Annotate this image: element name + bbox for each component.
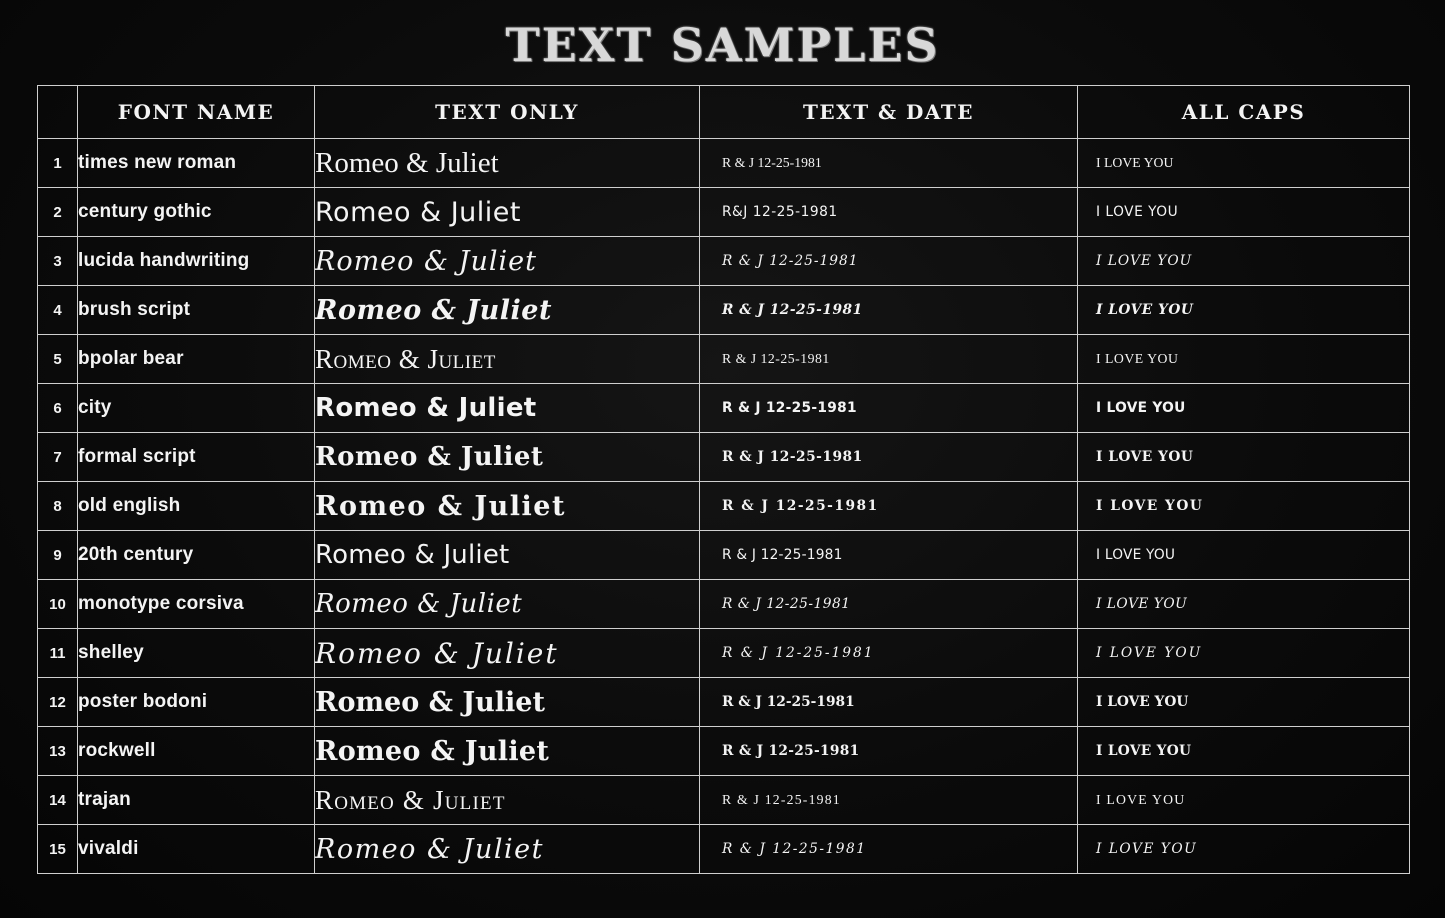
sample-all-caps: I LOVE YOU bbox=[1078, 482, 1410, 531]
sample-text-and-date: R & J 12-25-1981 bbox=[700, 286, 1078, 335]
sample-all-caps: I LOVE YOU bbox=[1078, 433, 1410, 482]
column-header-text-and-date: TEXT & DATE bbox=[700, 86, 1078, 139]
table-row bbox=[38, 531, 1410, 580]
font-name-cell: times new roman bbox=[78, 139, 315, 188]
table-row bbox=[38, 433, 1410, 482]
sample-text-only: Romeo & Juliet bbox=[315, 825, 700, 874]
table-row bbox=[38, 335, 1410, 384]
sample-text-and-date: R & J 12-25-1981 bbox=[700, 384, 1078, 433]
sample-text-only: Romeo & Juliet bbox=[315, 139, 700, 188]
row-index: 14 bbox=[38, 776, 78, 825]
row-index: 4 bbox=[38, 286, 78, 335]
row-index: 13 bbox=[38, 727, 78, 776]
sample-text-only: Romeo & Juliet bbox=[315, 580, 700, 629]
sample-all-caps: I LOVE YOU bbox=[1078, 678, 1410, 727]
font-name-cell: formal script bbox=[78, 433, 315, 482]
table-row bbox=[38, 580, 1410, 629]
sample-text-and-date: R & J 12-25-1981 bbox=[700, 335, 1078, 384]
font-name-cell: monotype corsiva bbox=[78, 580, 315, 629]
sample-text-only: Romeo & Juliet bbox=[315, 678, 700, 727]
sample-all-caps: I LOVE YOU bbox=[1078, 286, 1410, 335]
sample-all-caps: I LOVE YOU bbox=[1078, 825, 1410, 874]
sample-all-caps: I LOVE YOU bbox=[1078, 188, 1410, 237]
row-index: 11 bbox=[38, 629, 78, 678]
column-header-text-only: TEXT ONLY bbox=[315, 86, 700, 139]
sample-text-and-date: R & J 12-25-1981 bbox=[700, 678, 1078, 727]
font-name-cell: vivaldi bbox=[78, 825, 315, 874]
font-name-cell: trajan bbox=[78, 776, 315, 825]
font-name-cell: brush script bbox=[78, 286, 315, 335]
sample-text-and-date: R & J 12-25-1981 bbox=[700, 139, 1078, 188]
row-index: 9 bbox=[38, 531, 78, 580]
column-header-index bbox=[38, 86, 78, 139]
sample-text-and-date: R & J 12-25-1981 bbox=[700, 825, 1078, 874]
table-row bbox=[38, 139, 1410, 188]
table-header-row bbox=[38, 86, 1410, 139]
sample-text-and-date: R & J 12-25-1981 bbox=[700, 776, 1078, 825]
row-index: 1 bbox=[38, 139, 78, 188]
row-index: 15 bbox=[38, 825, 78, 874]
sample-text-only: Romeo & Juliet bbox=[315, 776, 700, 825]
row-index: 5 bbox=[38, 335, 78, 384]
sample-all-caps: I LOVE YOU bbox=[1078, 335, 1410, 384]
font-name-cell: shelley bbox=[78, 629, 315, 678]
font-name-cell: 20th century bbox=[78, 531, 315, 580]
sample-text-only: Romeo & Juliet bbox=[315, 433, 700, 482]
table-row bbox=[38, 776, 1410, 825]
sample-text-and-date: R & J 12-25-1981 bbox=[700, 433, 1078, 482]
sample-all-caps: I LOVE YOU bbox=[1078, 727, 1410, 776]
sample-text-only: Romeo & Juliet bbox=[315, 286, 700, 335]
sample-text-and-date: R & J 12-25-1981 bbox=[700, 727, 1078, 776]
sample-text-and-date: R & J 12-25-1981 bbox=[700, 629, 1078, 678]
sample-text-and-date: R & J 12-25-1981 bbox=[700, 531, 1078, 580]
sample-text-and-date: R & J 12-25-1981 bbox=[700, 482, 1078, 531]
table-row bbox=[38, 678, 1410, 727]
sample-text-only: Romeo & Juliet bbox=[315, 237, 700, 286]
row-index: 7 bbox=[38, 433, 78, 482]
row-index: 12 bbox=[38, 678, 78, 727]
row-index: 2 bbox=[38, 188, 78, 237]
sample-text-and-date: R&J 12-25-1981 bbox=[700, 188, 1078, 237]
sample-all-caps: I LOVE YOU bbox=[1078, 139, 1410, 188]
font-name-cell: rockwell bbox=[78, 727, 315, 776]
sample-text-only: Romeo & Juliet bbox=[315, 188, 700, 237]
page-title: TEXT SAMPLES bbox=[505, 18, 940, 72]
sample-text-only: Romeo & Juliet bbox=[315, 531, 700, 580]
table-row bbox=[38, 629, 1410, 678]
table-body bbox=[38, 139, 1410, 874]
table-row bbox=[38, 286, 1410, 335]
column-header-all-caps: ALL CAPS bbox=[1078, 86, 1410, 139]
table-row bbox=[38, 237, 1410, 286]
table-row bbox=[38, 384, 1410, 433]
row-index: 6 bbox=[38, 384, 78, 433]
table-row bbox=[38, 482, 1410, 531]
sample-all-caps: I LOVE YOU bbox=[1078, 237, 1410, 286]
sample-text-only: Romeo & Juliet bbox=[315, 482, 700, 531]
sample-all-caps: I LOVE YOU bbox=[1078, 531, 1410, 580]
row-index: 3 bbox=[38, 237, 78, 286]
row-index: 10 bbox=[38, 580, 78, 629]
sample-text-and-date: R & J 12-25-1981 bbox=[700, 580, 1078, 629]
sample-all-caps: I LOVE YOU bbox=[1078, 580, 1410, 629]
sample-text-only: Romeo & Juliet bbox=[315, 335, 700, 384]
table-row bbox=[38, 188, 1410, 237]
column-header-font-name: FONT NAME bbox=[78, 86, 315, 139]
font-name-cell: lucida handwriting bbox=[78, 237, 315, 286]
font-name-cell: city bbox=[78, 384, 315, 433]
sample-text-only: Romeo & Juliet bbox=[315, 727, 700, 776]
sample-text-only: Romeo & Juliet bbox=[315, 384, 700, 433]
sample-text-and-date: R & J 12-25-1981 bbox=[700, 237, 1078, 286]
sample-all-caps: I LOVE YOU bbox=[1078, 629, 1410, 678]
font-name-cell: century gothic bbox=[78, 188, 315, 237]
sample-text-only: Romeo & Juliet bbox=[315, 629, 700, 678]
sample-all-caps: I LOVE YOU bbox=[1078, 384, 1410, 433]
font-name-cell: old english bbox=[78, 482, 315, 531]
sample-all-caps: I LOVE YOU bbox=[1078, 776, 1410, 825]
row-index: 8 bbox=[38, 482, 78, 531]
font-name-cell: bpolar bear bbox=[78, 335, 315, 384]
font-name-cell: poster bodoni bbox=[78, 678, 315, 727]
table-row bbox=[38, 825, 1410, 874]
table-row bbox=[38, 727, 1410, 776]
text-samples-table bbox=[37, 85, 1410, 874]
